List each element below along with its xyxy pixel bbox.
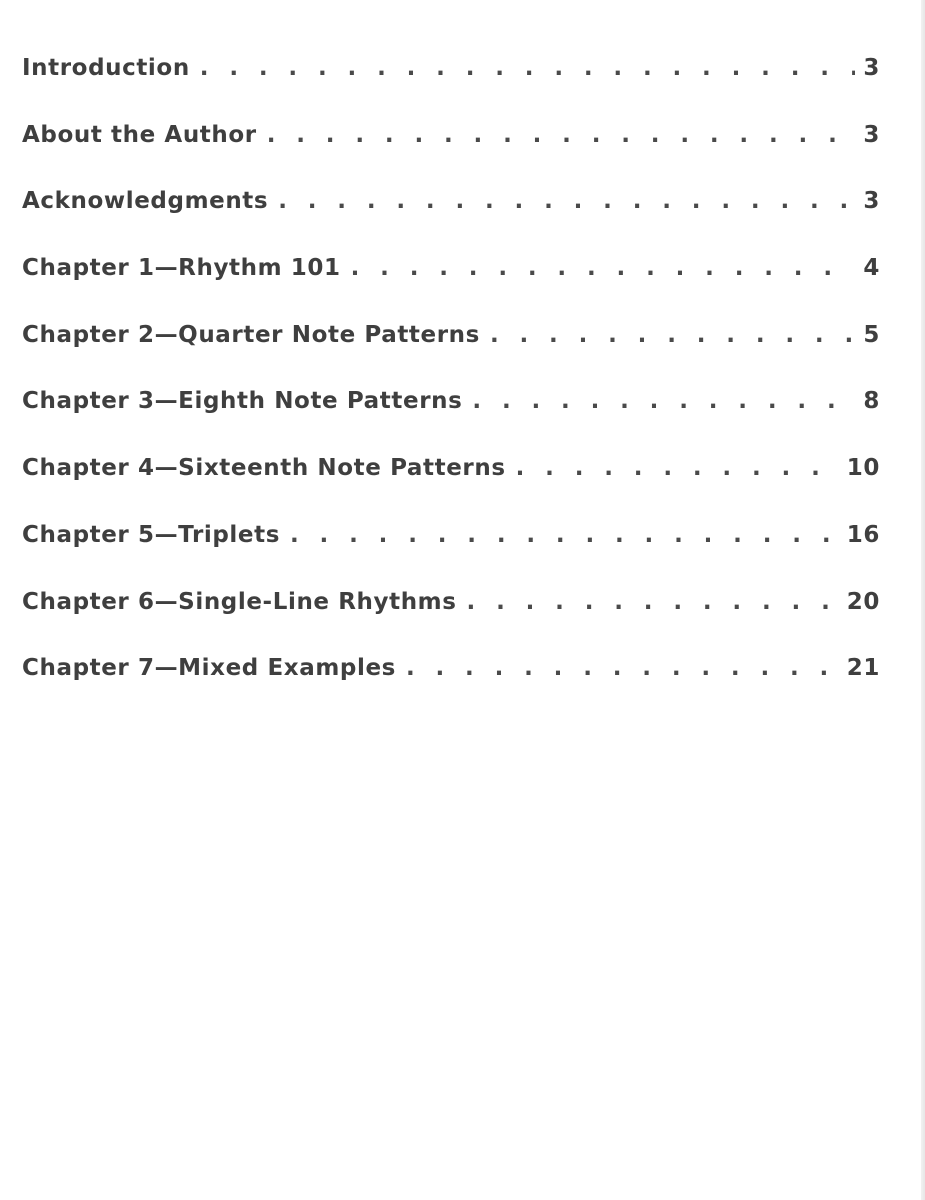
toc-entry-page-number: 3: [863, 188, 880, 215]
toc-entry-title: Chapter 4—Sixteenth Note Patterns: [22, 455, 506, 482]
toc-entry-acknowledgments[interactable]: [22, 188, 880, 255]
dot-leader: [278, 188, 855, 214]
dot-leader: [267, 122, 856, 148]
toc-entry-title: Chapter 1—Rhythm 101: [22, 255, 341, 282]
table-of-contents: [22, 55, 880, 722]
toc-entry-page-number: 3: [863, 121, 880, 148]
toc-entry-introduction[interactable]: [22, 55, 880, 122]
toc-entry-chapter-1[interactable]: [22, 255, 880, 322]
toc-entry-chapter-6[interactable]: [22, 589, 880, 656]
toc-entry-chapter-2[interactable]: [22, 322, 880, 389]
toc-entry-chapter-4[interactable]: [22, 455, 880, 522]
toc-entry-title: Chapter 6—Single-Line Rhythms: [22, 588, 457, 615]
toc-entry-about-the-author[interactable]: [22, 122, 880, 189]
dot-leader: [516, 455, 839, 481]
toc-entry-title: Chapter 7—Mixed Examples: [22, 655, 396, 682]
dot-leader: [351, 255, 856, 281]
toc-entry-chapter-7[interactable]: [22, 655, 880, 722]
toc-entry-page-number: 5: [863, 321, 880, 348]
toc-entry-chapter-5[interactable]: [22, 522, 880, 589]
toc-entry-page-number: 20: [846, 588, 880, 615]
dot-leader: [490, 322, 855, 348]
toc-entry-title: Chapter 3—Eighth Note Patterns: [22, 388, 463, 415]
dot-leader: [290, 522, 839, 548]
dot-leader: [467, 589, 839, 615]
toc-entry-title: Introduction: [22, 55, 190, 81]
toc-entry-page-number: 8: [863, 388, 880, 415]
toc-entry-page-number: 3: [863, 55, 880, 81]
dot-leader: [200, 55, 856, 81]
toc-entry-title: Acknowledgments: [22, 188, 269, 215]
toc-entry-title: Chapter 2—Quarter Note Patterns: [22, 321, 480, 348]
toc-entry-page-number: 21: [846, 655, 880, 682]
toc-entry-page-number: 16: [846, 521, 880, 548]
toc-entry-title: Chapter 5—Triplets: [22, 521, 281, 548]
page-edge-shadow: [921, 0, 925, 1200]
toc-entry-chapter-3[interactable]: [22, 388, 880, 455]
toc-entry-title: About the Author: [22, 121, 257, 148]
toc-entry-page-number: 4: [863, 255, 880, 282]
dot-leader: [406, 655, 839, 681]
dot-leader: [472, 388, 855, 414]
toc-entry-page-number: 10: [846, 455, 880, 482]
